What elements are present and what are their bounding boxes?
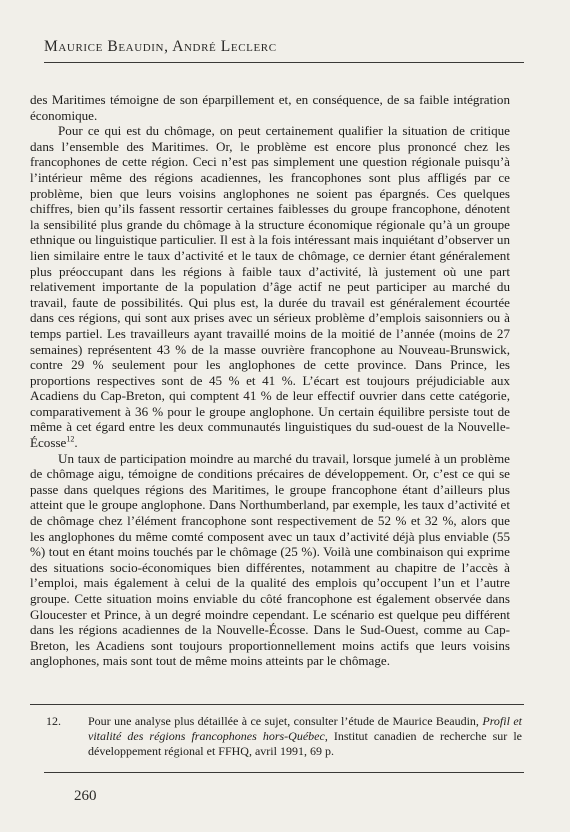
header-rule <box>44 62 524 63</box>
paragraph-2-end: . <box>74 435 78 451</box>
footnote-text-after: , Institut canadien de recherche sur le développement régional et FFHQ, avril 1991, 69 p. <box>88 729 523 758</box>
page-number: 260 <box>74 788 97 804</box>
paragraph-2 <box>30 123 510 450</box>
paragraph-1: des Maritimes témoigne de son éparpillement et, en conséquence, de sa faible intégration économique. <box>30 92 510 123</box>
footnote-cited-title: Profil et vitalité des régions francophones hors-Québec <box>88 714 522 743</box>
footnote-text <box>88 714 522 759</box>
footnote-number: 12. <box>46 714 61 728</box>
paragraph-3: Un taux de participation moindre au marché du travail, lorsque jumelé à un problème de chômage aigu, témoigne de conditions précaires de développement. Or, c’est ce qui se passe dans quelques régions des Maritimes, le groupe francophone étant d’ailleurs plus atteint que le groupe anglophone. Dans Northumberland, par exemple, les taux d’activité et de chômage chez l’élément francophone sont respectivement de 52 % et 32 %, alors que les anglophones du même comté composent avec un taux d’activité déjà plus enviable (55 %) tout en étant moins touchés par le chômage (25 %). Voilà une combinaison qui exprime des situations socio-économiques bien différentes, notamment au chapitre de l’accès à l’emploi, mais également à celui de la qualité des emplois qu’occupent l’un et l’autre groupe. Cette situation moins enviable du côté francophone est également observée dans Gloucester et Prince, à un degré moindre cependant. Le scénario est quelque peu différent dans les régions acadiennes de la Nouvelle-Écosse. Dans le Sud-Ouest, comme au Cap-Breton, les Acadiens sont toujours proportionnellement moins actifs que leurs voisins anglophones, mais sont tout de même moins atteints par le chômage. <box>30 450 510 669</box>
footnote-reference[interactable]: 12 <box>66 434 75 444</box>
footnote-text-before: Pour une analyse plus détaillée à ce sujet, consulter l’étude de Maurice Beaudin, <box>88 714 483 728</box>
running-head: Maurice Beaudin, André Leclerc <box>44 38 277 55</box>
bottom-rule <box>44 772 524 773</box>
main-text <box>30 92 510 669</box>
footnote-rule <box>30 704 524 705</box>
paragraph-2-text: Pour ce qui est du chômage, on peut certainement qualifier la situation de critique dans l’ensemble des Maritimes. Or, le problème est encore plus prononcé chez les francophones de cette région. Ceci n’est pas simplement une question régionale puisqu’à l’intérieur même des régions acadiennes, les francophones sont plus affligés par ce problème, bien que leurs voisins anglophones ne soient pas épargnés. Ces quelques chiffres, bien qu’ils fassent ressortir certaines faiblesses du groupe francophone, dénotent la sensibilité plus grande du chômage à la structure économique régionale qu’à un groupe ethnique ou linguistique particulier. Il est à la fois intéressant mais inquiétant d’observer un lien similaire entre le taux d’activité et le taux de chômage, ce dernier étant généralement plus préoccupant dans les régions à faible taux d’activité, là justement où une part relativement importante de la population d’âge actif ne peut participer au marché du travail, faute de possibilités. Qui plus est, la durée du travail est généralement écourtée dans ces régions, qui sont aux prises avec un sérieux problème d’emplois saisonniers ou à temps partiel. Les travailleurs ayant travaillé moins de la moitié de l’année (moins de 27 semaines) représentent 43 % de la masse ouvrière francophone au Nouveau-Brunswick, contre 29 % seulement pour les anglophones de cette province. Dans Prince, les proportions respectives sont de 45 % et 41 %. L’écart est toujours préjudiciable aux Acadiens du Cap-Breton, qui comptent 41 % de leur effectif ouvrier dans cette catégorie, comparativement à 36 % pour le groupe anglophone. Un certain équilibre persiste tout de même à cet égard entre les deux communautés linguistiques du sud-ouest de la Nouvelle-Écosse <box>30 123 510 451</box>
